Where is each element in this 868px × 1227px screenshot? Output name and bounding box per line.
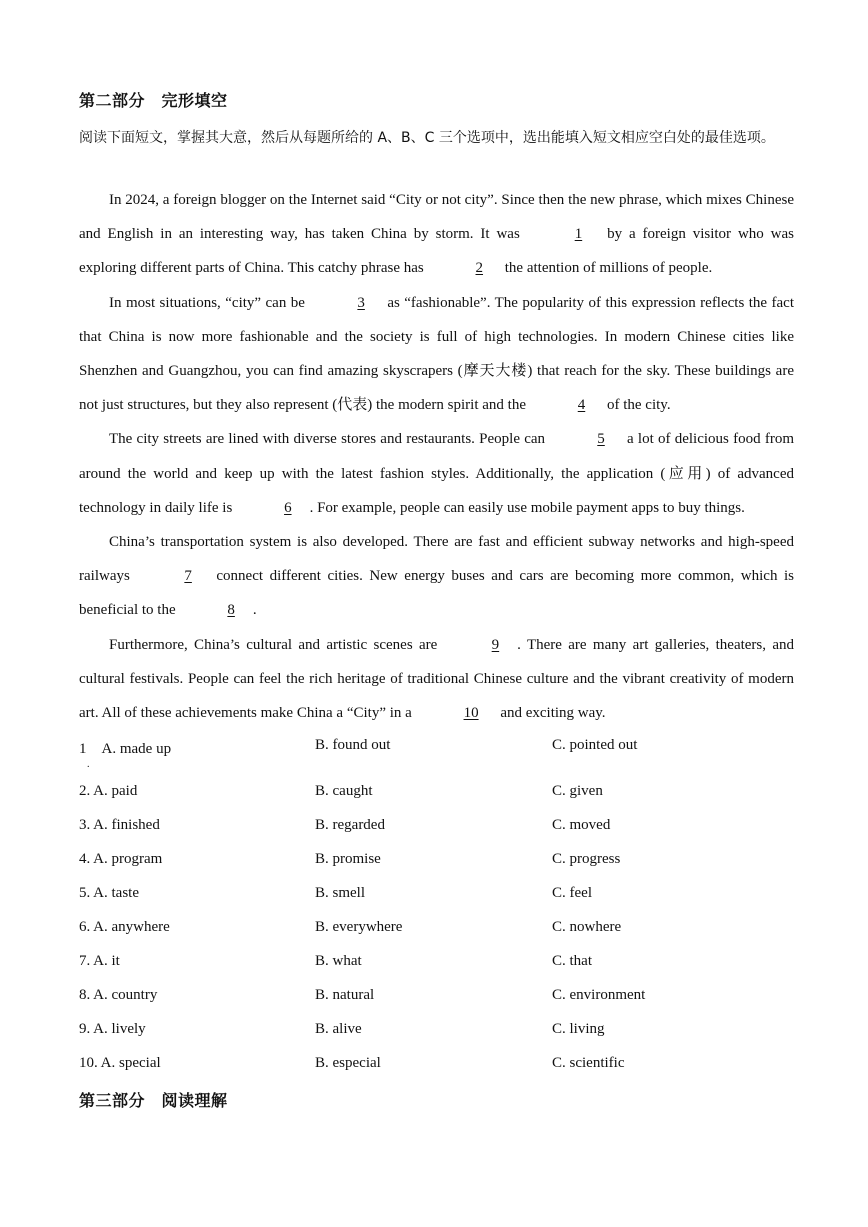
- option-c: C. scientific: [552, 1055, 625, 1071]
- option-row: [79, 817, 794, 841]
- option-a: 5. A. taste: [79, 885, 139, 901]
- cloze-blank: [549, 422, 623, 456]
- blank-number: 6: [284, 499, 292, 516]
- passage-paragraph: [79, 183, 794, 286]
- option-row: [79, 1055, 794, 1079]
- passage-text: . There are many art galleries, theaters, and cultural festivals. People can feel the rich heritage of traditional Chinese culture and the vibrant creativity of modern art. All of these achievements make China a “City” in a: [79, 636, 795, 722]
- option-row: [79, 953, 794, 977]
- cloze-blank: [416, 696, 497, 730]
- cloze-blank: [309, 286, 383, 320]
- passage-text: the attention of millions of people.: [501, 260, 713, 277]
- passage-text: by a foreign visitor who was exploring different parts of China. This catchy phrase has: [79, 226, 794, 277]
- cloze-blank: [136, 559, 210, 593]
- passage-paragraph: [79, 628, 794, 731]
- blank-number: 7: [184, 568, 192, 585]
- passage-text: a lot of delicious food from around the world and keep up with the latest fashion styles. Additionally, the application (应用) of advanced technology in daily life is: [79, 431, 794, 516]
- option-a: 4. A. program: [79, 851, 163, 867]
- option-a: 8. A. country: [79, 987, 158, 1003]
- cloze-blank: [527, 217, 601, 251]
- option-b: B. found out: [315, 737, 391, 753]
- option-c: C. progress: [552, 851, 621, 867]
- blank-number: 2: [475, 260, 484, 277]
- option-c: C. pointed out: [552, 737, 638, 753]
- cloze-blank: [236, 491, 310, 525]
- cloze-blank: [179, 593, 253, 627]
- option-c: C. environment: [552, 987, 646, 1003]
- option-b: B. regarded: [315, 817, 385, 833]
- option-a: 7. A. it: [79, 953, 120, 969]
- blank-number: 1: [574, 226, 583, 243]
- option-a: 3. A. finished: [79, 817, 160, 833]
- passage-text: The city streets are lined with diverse stores and restaurants. People can: [109, 431, 550, 448]
- section-three-title: 第三部分 阅读理解: [79, 1091, 228, 1110]
- option-row: [79, 885, 794, 909]
- section-two-instructions: 阅读下面短文，掌握其大意，然后从每题所给的 A、B、C 三个选项中，选出能填入短文相应空白处的最佳选项。: [79, 130, 775, 146]
- option-row: [79, 987, 794, 1011]
- blank-number: 10: [463, 705, 479, 722]
- option-b: B. everywhere: [315, 919, 403, 935]
- option-b: B. smell: [315, 885, 366, 901]
- option-b: B. natural: [315, 987, 375, 1003]
- option-c: C. living: [552, 1021, 605, 1037]
- passage-paragraph: [79, 286, 794, 423]
- stray-dot: .: [87, 759, 90, 770]
- passage-text: China’s transportation system is also developed. There are fast and efficient subway networks and high-speed railways: [79, 534, 794, 585]
- option-c: C. given: [552, 783, 603, 799]
- passage-paragraph: [79, 422, 794, 525]
- option-row: [79, 737, 794, 770]
- passage-text: .: [252, 602, 257, 619]
- option-c: C. moved: [552, 817, 611, 833]
- option-c: C. that: [552, 953, 592, 969]
- passage-text: as “fashionable”. The popularity of this expression reflects the fact that China is now more fashionable and the society is full of high technologies. In modern Chinese cities like Shenzhen and Guangzhou, you can find amazing skyscrapers (摩天大楼) that reach for the sky. These buildings are not just structures, but they also represent (代表) the modern spirit and the: [79, 294, 794, 414]
- option-a: 9. A. lively: [79, 1021, 146, 1037]
- option-a: 6. A. anywhere: [79, 919, 170, 935]
- passage-text: Furthermore, China’s cultural and artistic scenes are: [109, 636, 444, 653]
- passage-text: In 2024, a foreign blogger on the Internet said “City or not city”. Since then the new phrase, which mixes Chinese and English in an interesting way, has taken China by storm. It was: [79, 192, 794, 243]
- option-row: [79, 851, 794, 875]
- option-row: [79, 1021, 794, 1045]
- passage-text: . For example, people can easily use mobile payment apps to buy things.: [309, 499, 745, 516]
- option-row: [79, 919, 794, 943]
- blank-number: 8: [227, 602, 235, 619]
- cloze-blank: [444, 628, 518, 662]
- passage-text: of the city.: [603, 397, 671, 414]
- option-c: C. feel: [552, 885, 592, 901]
- blank-number: 9: [491, 636, 500, 653]
- option-b: B. caught: [315, 783, 373, 799]
- cloze-blank: [428, 251, 502, 285]
- option-b: B. especial: [315, 1055, 381, 1071]
- passage-paragraph: [79, 525, 794, 628]
- blank-number: 3: [357, 294, 365, 311]
- blank-number: 5: [597, 431, 605, 448]
- blank-number: 4: [577, 397, 586, 414]
- option-a: 10. A. special: [79, 1055, 161, 1071]
- option-b: B. promise: [315, 851, 381, 867]
- cloze-blank: [530, 388, 604, 422]
- passage-text: and exciting way.: [496, 705, 606, 722]
- passage-text: In most situations, “city” can be: [109, 294, 310, 311]
- option-b: B. what: [315, 953, 362, 969]
- option-row: [79, 783, 794, 807]
- cloze-passage: [79, 183, 794, 730]
- option-a: 2. A. paid: [79, 783, 138, 799]
- option-a: 1 A. made up: [79, 741, 172, 757]
- option-c: C. nowhere: [552, 919, 622, 935]
- passage-text: connect different cities. New energy buses and cars are becoming more common, which is beneficial to the: [79, 568, 794, 619]
- section-two-title: 第二部分 完形填空: [79, 91, 228, 110]
- option-b: B. alive: [315, 1021, 362, 1037]
